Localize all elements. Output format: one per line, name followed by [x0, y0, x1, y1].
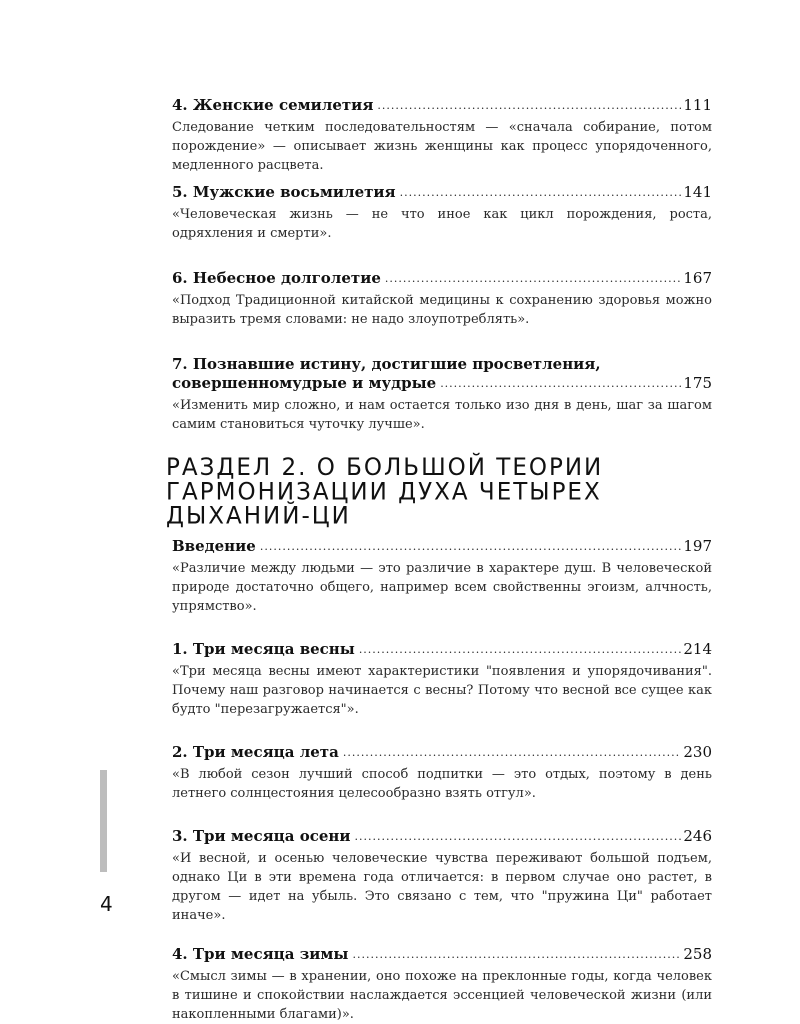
toc-entry-title-row[interactable]	[172, 183, 712, 202]
toc-entry-description: «Изменить мир сложно, и нам остается только изо дня в день, шаг за шагом самим становиться чуточку лучше».	[172, 398, 712, 432]
toc-page-number: 258	[683, 945, 712, 963]
toc-entry-title-row[interactable]	[172, 945, 712, 964]
toc-page-number: 230	[683, 743, 712, 761]
toc-entry-description: «В любой сезон лучший способ подпитки — это отдых, поэтому в день летнего солнцестояния целесообразно взять отгул».	[172, 767, 712, 801]
toc-page-number: 246	[683, 827, 712, 845]
leader-dots	[343, 747, 682, 759]
leader-dots	[359, 644, 682, 656]
leader-dots	[260, 541, 682, 553]
toc-entry-title: 4. Женские семилетия	[172, 96, 374, 114]
toc-entry	[172, 640, 712, 719]
toc-entry-title: 2. Три месяца лета	[172, 743, 339, 761]
toc-entry	[172, 96, 712, 175]
toc-entry	[172, 537, 712, 616]
toc-entry-description: «Различие между людьми — это различие в характере душ. В человеческой природе достаточно общего, например всем свойственны эгоизм, алчность, упрямство».	[172, 561, 712, 614]
toc-entry-title: 5. Мужские восьмилетия	[172, 183, 396, 201]
leader-dots	[440, 378, 681, 390]
toc-entry-title-row[interactable]	[172, 374, 712, 393]
toc-entry-title-row[interactable]	[172, 537, 712, 556]
leader-dots	[385, 273, 681, 285]
table-of-contents	[166, 96, 712, 1024]
toc-entry-title-continued: совершенномудрые и мудрые	[172, 374, 437, 392]
toc-entry-title: 4. Три месяца зимы	[172, 945, 349, 963]
toc-page-number: 214	[683, 640, 712, 658]
toc-entry	[172, 183, 712, 243]
toc-entry-description: Следование четким последовательностям — «сначала собирание, потом порождение» — описывает жизнь женщины как процесс упорядоченного, медленного расцвета.	[172, 120, 712, 173]
toc-entry	[172, 743, 712, 803]
toc-entry-title-row[interactable]	[172, 269, 712, 288]
toc-page-number: 111	[683, 96, 712, 114]
toc-entry	[172, 827, 712, 925]
toc-entry-title[interactable]: 7. Познавшие истину, достигшие просветления,	[172, 355, 601, 373]
toc-entry-title-row[interactable]	[172, 640, 712, 659]
leader-dots	[354, 831, 681, 843]
toc-entry	[172, 355, 712, 434]
leader-dots	[377, 100, 681, 112]
toc-page-number: 175	[683, 374, 712, 392]
leader-dots	[400, 187, 682, 199]
toc-entry-description: «Смысл зимы — в хранении, оно похоже на преклонные годы, когда человек в тишине и спокойствии наслаждается эссенцией человеческой жизни (или накопленными благами)».	[172, 969, 712, 1022]
margin-bar-decoration	[100, 770, 107, 872]
toc-entry-title-row[interactable]	[172, 827, 712, 846]
toc-entry-title: 1. Три месяца весны	[172, 640, 355, 658]
toc-entry-description: «И весной, и осенью человеческие чувства переживают большой подъем, однако Ци в эти времена года отличается: в первом случае оно растет, в другом — идет на убыль. Это связано с тем, что "пружина Ци" работает иначе».	[172, 851, 712, 923]
toc-entry	[172, 269, 712, 329]
toc-page-number: 141	[683, 183, 712, 201]
toc-entry-title-row[interactable]	[172, 743, 712, 762]
leader-dots	[352, 949, 681, 961]
toc-entry-description: «Три месяца весны имеют характеристики "появления и упорядочивания". Почему наш разговор начинается с весны? Потому что весной все сущее как будто "перезагружается"».	[172, 664, 712, 717]
toc-page-number: 197	[683, 537, 712, 555]
page-number: 4	[100, 892, 113, 916]
toc-page-number: 167	[683, 269, 712, 287]
toc-entry-title: 3. Три месяца осени	[172, 827, 351, 845]
toc-entry	[172, 945, 712, 1024]
toc-entry-description: «Человеческая жизнь — не что иное как цикл порождения, роста, одряхления и смерти».	[172, 207, 712, 241]
section-heading: РАЗДЕЛ 2. О БОЛЬШОЙ ТЕОРИИ ГАРМОНИЗАЦИИ ДУХА ЧЕТЫРЕХ ДЫХАНИЙ-ЦИ	[166, 454, 604, 530]
toc-entry-title: Введение	[172, 537, 256, 555]
toc-entry-title-row[interactable]	[172, 96, 712, 115]
toc-entry-title: 6. Небесное долголетие	[172, 269, 381, 287]
toc-entry-description: «Подход Традиционной китайской медицины к сохранению здоровья можно выразить тремя словами: не надо злоупотреблять».	[172, 293, 712, 327]
